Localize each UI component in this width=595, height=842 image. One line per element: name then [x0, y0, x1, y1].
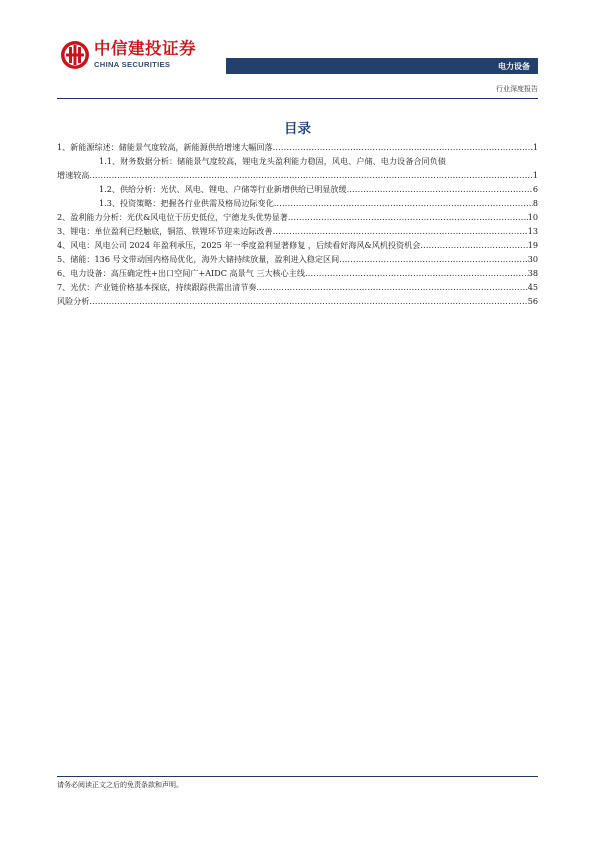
toc-entry[interactable]	[57, 224, 538, 238]
toc-entry-text: 7、光伏：产业链价格基本探底，持续跟踪供需出清节奏	[57, 282, 257, 292]
toc-entry[interactable]	[57, 182, 538, 196]
toc-leader-dots	[256, 280, 527, 294]
toc-entry-text: 1、新能源综述：储能景气度较高，新能源供给增速大幅回落	[57, 142, 273, 152]
toc-entry-page: 30	[527, 254, 538, 264]
toc-entry-text: 增速较高	[57, 170, 90, 180]
toc-entry-text: 3、锂电：单位盈利已经触底，铜箔、铁锂环节迎来边际改善	[57, 226, 273, 236]
toc-title: 目录	[284, 121, 311, 137]
toc-entry-text: 2、盈利能力分析：光伏&风电位于历史低位，宁德龙头优势显著	[57, 212, 288, 222]
toc-entry-continuation[interactable]	[57, 168, 538, 182]
toc-entry-text: 5、储能：136 号文带动国内格局优化，海外大储持续放量，盈利进入稳定区间	[57, 254, 340, 264]
toc-entry-text: 6、电力设备：高压确定性+出口空间广+AIDC 高景气 三大核心主线	[57, 268, 305, 278]
toc-entry[interactable]	[57, 196, 538, 210]
toc-leader-dots	[305, 266, 528, 280]
logo-english-name: CHINA SECURITIES	[94, 59, 171, 69]
toc-entry[interactable]	[57, 154, 538, 168]
toc-leader-dots	[347, 182, 533, 196]
toc-leader-dots	[273, 224, 528, 238]
toc-entry[interactable]	[57, 252, 538, 266]
toc-entry-page: 1	[532, 170, 538, 180]
table-of-contents	[57, 140, 538, 308]
toc-entry-page: 45	[527, 282, 538, 292]
toc-entry-page: 10	[527, 212, 538, 222]
toc-entry-page: 8	[532, 198, 538, 208]
toc-leader-dots	[339, 252, 528, 266]
toc-entry-page: 38	[527, 268, 538, 278]
footer-disclaimer: 请务必阅读正文之后的免责条款和声明。	[57, 781, 183, 789]
toc-leader-dots	[273, 140, 533, 154]
toc-leader-dots	[89, 294, 527, 308]
toc-entry-page: 1	[532, 142, 538, 152]
toc-entry-page: 6	[532, 184, 538, 194]
toc-entry-text: 1.3、投资策略：把握各行业供需及格局边际变化	[99, 198, 274, 208]
toc-leader-dots	[274, 196, 533, 210]
toc-entry[interactable]	[57, 238, 538, 252]
company-logo	[60, 40, 196, 70]
toc-entry-text: 风险分析	[57, 296, 90, 306]
toc-leader-dots	[420, 238, 527, 252]
toc-entry-text: 1.1、财务数据分析：储能景气度较高，锂电龙头盈利能力稳固，风电、户储、电力设备合同负债	[99, 156, 446, 166]
footer-divider	[57, 776, 538, 777]
toc-entry-page: 13	[527, 226, 538, 236]
toc-entry-text: 1.2、供给分析：光伏、风电、锂电、户储等行业新增供给已明显放缓	[99, 184, 347, 194]
toc-entry[interactable]	[57, 210, 538, 224]
toc-entry[interactable]	[57, 294, 538, 308]
toc-entry[interactable]	[57, 266, 538, 280]
toc-entry-page: 56	[527, 296, 538, 306]
toc-entry-text: 4、风电：风电公司 2024 年盈利承压，2025 年一季度盈利显著修复 ，后续看好海风&风机投资机会	[57, 240, 421, 250]
report-type: 行业深度报告	[496, 85, 538, 93]
header-divider	[57, 98, 538, 99]
china-securities-logo-icon	[60, 40, 90, 70]
toc-entry[interactable]	[57, 280, 538, 294]
toc-entry[interactable]	[57, 140, 538, 154]
section-label: 电力设备	[498, 61, 530, 71]
toc-leader-dots	[89, 168, 532, 182]
logo-chinese-name: 中信建投证券	[94, 39, 196, 59]
toc-leader-dots	[288, 210, 528, 224]
toc-entry-page: 19	[527, 240, 538, 250]
section-header-bar	[226, 58, 538, 74]
